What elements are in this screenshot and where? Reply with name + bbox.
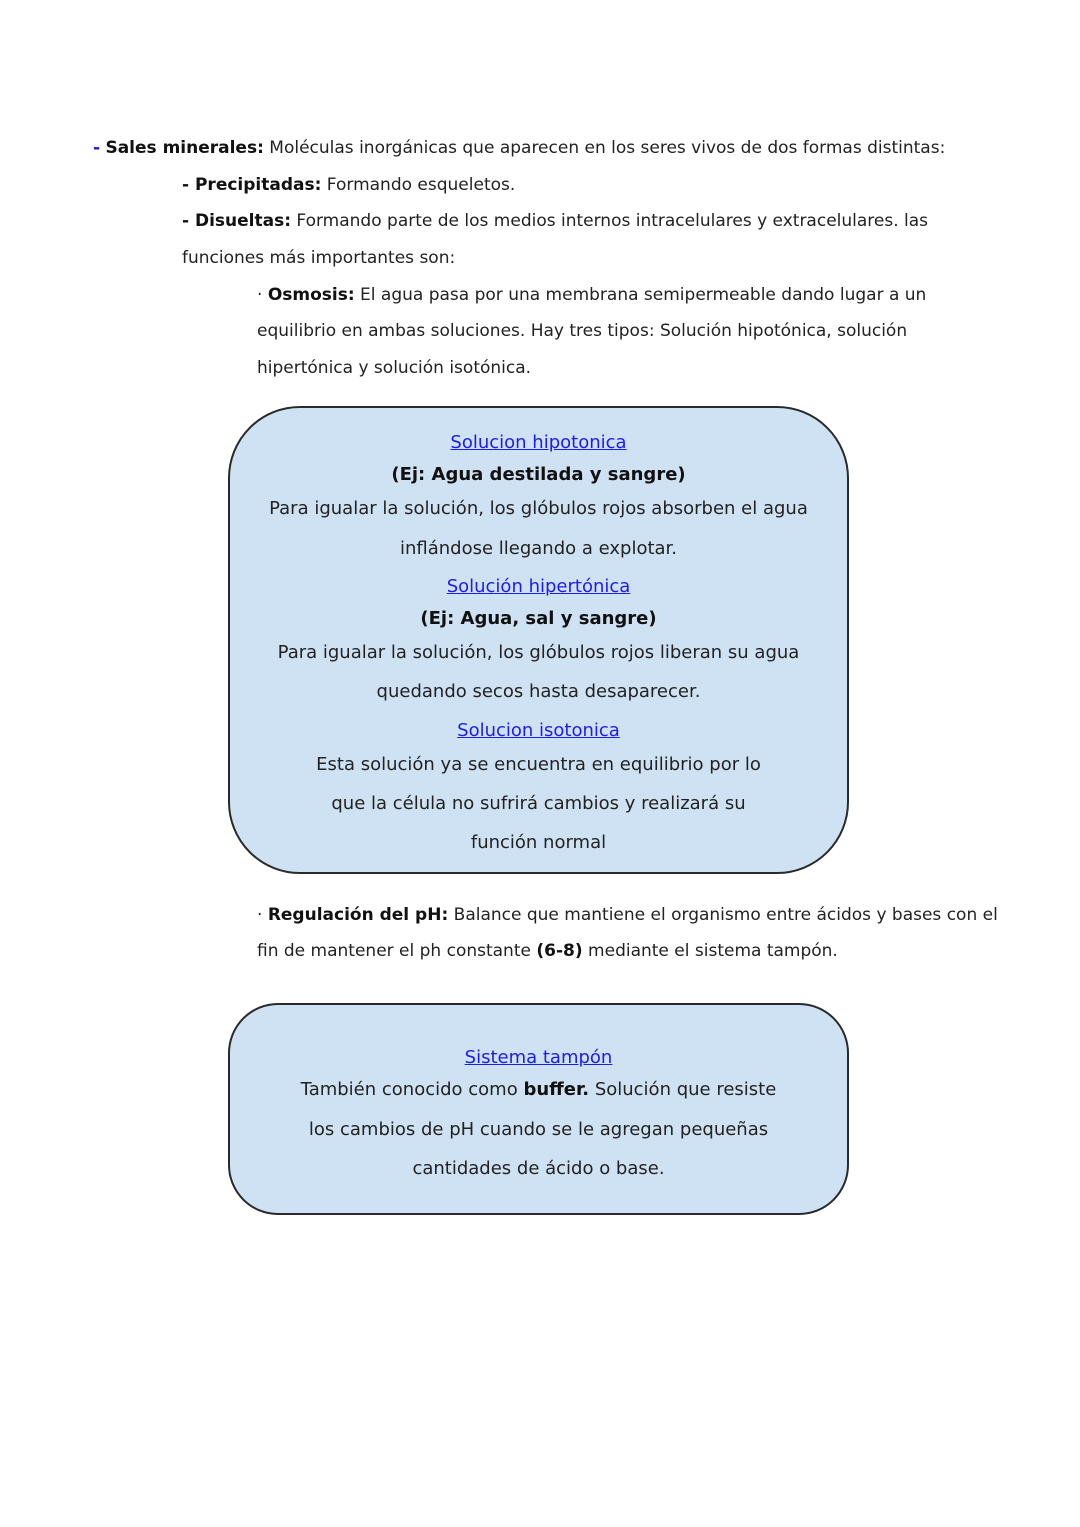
bullet: · [257,905,263,925]
dash: - [93,138,101,158]
definition: Formando esqueletos. [321,175,516,195]
ph-line-2 [257,939,838,963]
hipotonica-text: Para igualar la solución, los glóbulos rojos absorben el agua [269,498,808,519]
text: También conocido como [300,1079,524,1100]
sales-minerales-line [93,136,945,160]
hipotonica-example: (Ej: Agua destilada y sangre) [391,464,686,485]
osmosis-line-2: equilibrio en ambas soluciones. Hay tres tipos: Solución hipotónica, solución [257,321,908,341]
term: Osmosis: [267,285,355,305]
hipertonica-example: (Ej: Agua, sal y sangre) [420,608,657,629]
tampon-text [230,1078,847,1102]
text: mediante el sistema tampón. [582,941,838,961]
definition: El agua pasa por una membrana semipermeable dando lugar a un [360,285,927,305]
isotonica-title: Solucion isotonica [457,720,620,741]
hipertonica-title: Solución hipertónica [446,576,631,597]
definition: Balance que mantiene el organismo entre ácidos y bases con el [448,905,998,925]
text: Solución que resiste [589,1079,777,1100]
hipertonica-text: Para igualar la solución, los glóbulos rojos liberan su agua [277,642,800,663]
term: Regulación del pH: [267,905,449,925]
disueltas-line [182,209,928,233]
definition: Moléculas inorgánicas que aparecen en los seres vivos de dos formas distintas: [263,138,946,158]
osmosis-types-box [228,406,849,874]
term: Sales minerales: [105,138,264,158]
osmosis-line-3: hipertónica y solución isotónica. [257,358,532,378]
hipotonica-title: Solucion hipotonica [450,432,627,453]
tampon-text: cantidades de ácido o base. [412,1158,665,1179]
isotonica-text: función normal [470,832,607,853]
disueltas-continuation: funciones más importantes son: [182,248,456,268]
text: fin de mantener el ph constante [257,941,537,961]
tampon-title: Sistema tampón [464,1047,613,1068]
buffer-term: buffer. [523,1079,590,1100]
tampon-text: los cambios de pH cuando se le agregan pequeñas [308,1119,769,1140]
bullet: · [257,285,263,305]
term: - Precipitadas: [182,175,322,195]
term: - Disueltas: [182,211,292,231]
osmosis-line [257,283,926,307]
hipotonica-text: inflándose llegando a explotar. [399,538,678,559]
hipertonica-text: quedando secos hasta desaparecer. [376,681,701,702]
precipitadas-line [182,173,515,197]
sistema-tampon-box [228,1003,849,1215]
definition: Formando parte de los medios internos intracelulares y extracelulares. las [291,211,929,231]
ph-range: (6-8) [536,941,583,961]
isotonica-text: que la célula no sufrirá cambios y realizará su [331,793,746,814]
isotonica-text: Esta solución ya se encuentra en equilibrio por lo [316,754,761,775]
ph-line [257,903,998,927]
